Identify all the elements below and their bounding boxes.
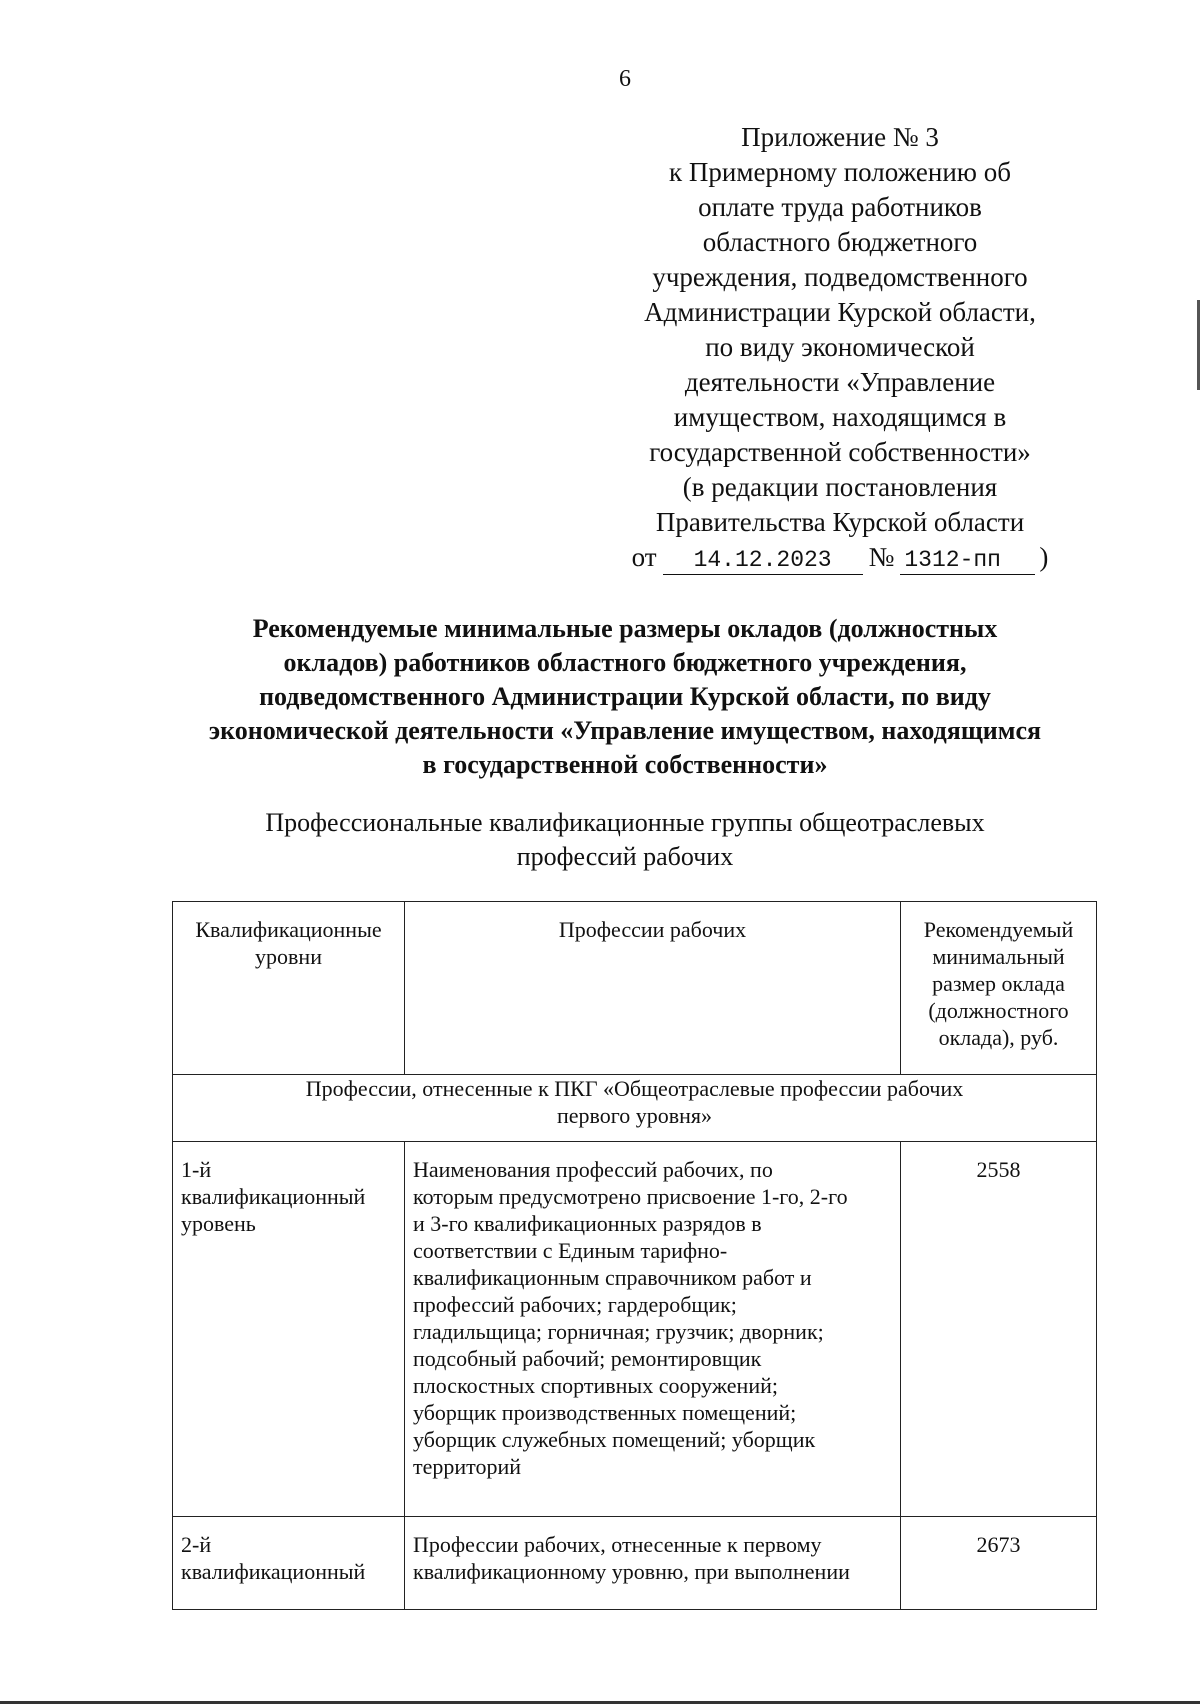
salary-cell: 2558 (901, 1142, 1097, 1517)
close-paren: ) (1039, 542, 1049, 572)
appendix-block (620, 120, 1060, 575)
profession-text: уборщик служебных помещений; уборщик (413, 1427, 816, 1452)
salary-table (172, 901, 1097, 1610)
section-line: Профессиональные квалификационные группы общеотраслевых (265, 808, 985, 837)
level-cell (173, 1517, 405, 1610)
table-group-row (173, 1075, 1097, 1142)
header-text: оклада), руб. (938, 1025, 1059, 1050)
profession-text: уборщик производственных помещений; (413, 1400, 797, 1425)
table-row (173, 1142, 1097, 1517)
appendix-line: деятельности «Управление (684, 367, 996, 397)
title-line: подведомственного Администрации Курской области, по виду (259, 682, 991, 711)
level-cell (173, 1142, 405, 1517)
title-line: окладов) работников областного бюджетного учреждения, (283, 648, 967, 677)
header-text: минимальный (932, 944, 1065, 969)
header-text: (должностного (928, 998, 1069, 1023)
level-text: 1-й (181, 1157, 212, 1182)
level-text: уровень (181, 1211, 256, 1236)
resolution-number: 1312-пп (900, 546, 1035, 575)
profession-text: профессий рабочих; гардеробщик; (413, 1292, 737, 1317)
header-salary (901, 902, 1097, 1075)
page-number: 6 (619, 66, 631, 92)
table-header-row (173, 902, 1097, 1075)
appendix-line: областного бюджетного (702, 227, 978, 257)
header-professions (405, 902, 901, 1075)
profession-text: Наименования профессий рабочих, по (413, 1157, 773, 1182)
appendix-line: оплате труда работников (698, 192, 982, 222)
document-title (120, 612, 1130, 782)
header-level (173, 902, 405, 1075)
group-text: первого уровня» (556, 1103, 713, 1128)
profession-text: территорий (413, 1454, 522, 1479)
title-line: Рекомендуемые минимальные размеры окладов (должностных (252, 614, 998, 643)
header-text: Квалификационные (195, 917, 382, 942)
level-text: 2-й (181, 1532, 212, 1557)
level-text: квалификационный (181, 1559, 366, 1584)
resolution-date: 14.12.2023 (663, 546, 863, 575)
group-text: Профессии, отнесенные к ПКГ «Общеотраслевые профессии рабочих (305, 1076, 964, 1101)
appendix-line: по виду экономической (705, 332, 975, 362)
appendix-line: Правительства Курской области (655, 507, 1025, 537)
professions-cell (405, 1142, 901, 1517)
header-text: Профессии рабочих (558, 917, 747, 942)
number-label: № (868, 542, 895, 572)
profession-text: гладильщица; горничная; грузчик; дворник; (413, 1319, 824, 1344)
profession-text: которым предусмотрено присвоение 1-го, 2-го (413, 1184, 848, 1209)
professions-cell (405, 1517, 901, 1610)
header-text: Рекомендуемый (923, 917, 1074, 942)
profession-text: Профессии рабочих, отнесенные к первому (413, 1532, 822, 1557)
salary-cell: 2673 (901, 1517, 1097, 1610)
appendix-line: имуществом, находящимся в (673, 402, 1007, 432)
appendix-line: к Примерному положению об (669, 157, 1011, 187)
profession-text: квалификационным справочником работ и (413, 1265, 812, 1290)
table-row (173, 1517, 1097, 1610)
resolution-reference (620, 540, 1060, 575)
level-text: квалификационный (181, 1184, 366, 1209)
section-line: профессий рабочих (516, 842, 734, 871)
title-line: в государственной собственности» (422, 750, 828, 779)
profession-text: соответствии с Единым тарифно- (413, 1238, 728, 1263)
header-text: уровни (255, 944, 322, 969)
profession-text: квалификационному уровню, при выполнении (413, 1559, 850, 1584)
section-title (120, 806, 1130, 874)
from-label: от (631, 542, 657, 572)
profession-text: плоскостных спортивных сооружений; (413, 1373, 778, 1398)
appendix-line: (в редакции постановления (682, 472, 998, 502)
title-line: экономической деятельности «Управление имуществом, находящимся (208, 716, 1042, 745)
appendix-line: Приложение № 3 (741, 122, 939, 152)
appendix-line: учреждения, подведомственного (652, 262, 1028, 292)
header-text: размер оклада (932, 971, 1065, 996)
group-cell (173, 1075, 1097, 1142)
profession-text: и 3-го квалификационных разрядов в (413, 1211, 762, 1236)
appendix-line: государственной собственности» (649, 437, 1031, 467)
appendix-line: Администрации Курской области, (644, 297, 1036, 327)
profession-text: подсобный рабочий; ремонтировщик (413, 1346, 762, 1371)
